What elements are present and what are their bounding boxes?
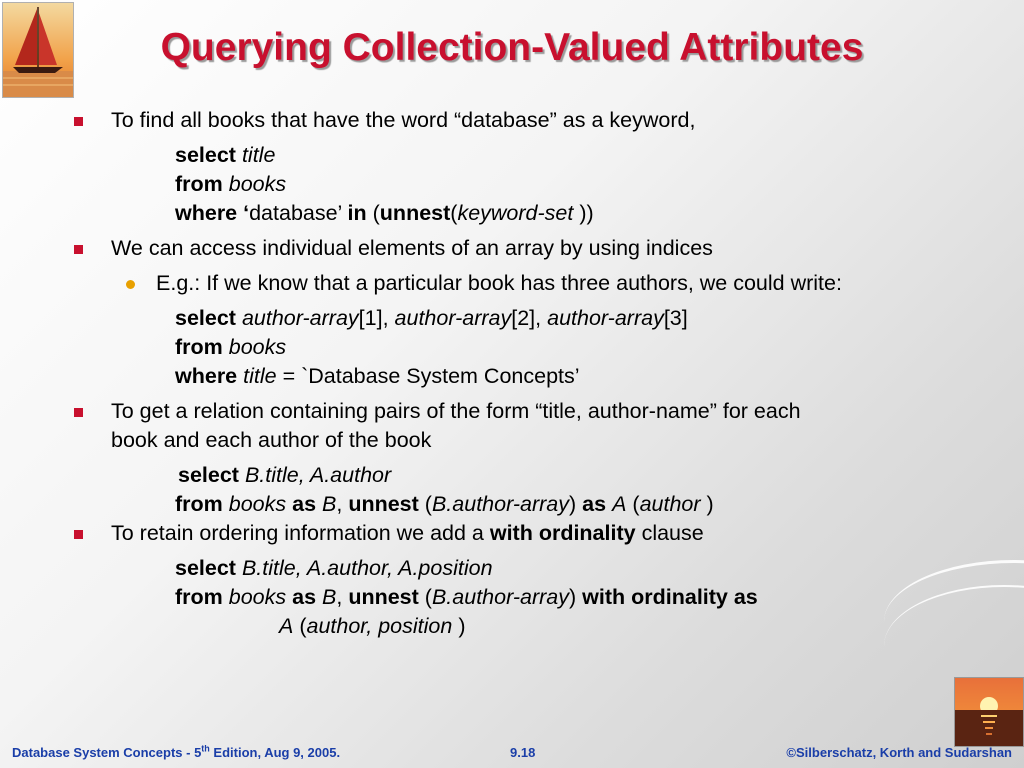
square-bullet-icon	[74, 245, 83, 254]
square-bullet-icon	[74, 408, 83, 417]
bullet-continuation: book and each author of the book	[111, 428, 432, 452]
code-line: A (author, position )	[279, 614, 466, 638]
code-line: where title = `Database System Concepts’	[175, 364, 580, 388]
code-line: from books	[175, 335, 287, 359]
code-line: where ‘database’ in (unnest(keyword-set ))	[175, 201, 594, 225]
bullet-item: To find all books that have the word “database” as a keyword,	[74, 106, 994, 135]
page-title: Querying Collection-Valued Attributes	[160, 26, 864, 69]
square-bullet-icon	[74, 117, 83, 126]
code-line: select author-array[1], author-array[2], author-array[3]	[175, 306, 688, 330]
code-line: from books as B, unnest (B.author-array) with ordinality as	[175, 585, 758, 609]
round-bullet-icon	[126, 280, 135, 289]
square-bullet-icon	[74, 530, 83, 539]
sub-bullet-item: E.g.: If we know that a particular book has three authors, we could write:	[74, 269, 994, 298]
slide-footer	[0, 745, 1024, 765]
footer-copyright: ©Silberschatz, Korth and Sudarshan	[786, 745, 1012, 760]
code-line: select B.title, A.author	[178, 463, 392, 487]
sunset-sea-image	[954, 677, 1024, 747]
slide-number: 9.18	[510, 745, 536, 760]
code-line: from books	[175, 172, 287, 196]
code-line: select title	[175, 143, 276, 167]
bullet-item: To get a relation containing pairs of the form “title, author-name” for each	[74, 397, 994, 426]
code-line: select B.title, A.author, A.position	[175, 556, 493, 580]
footer-book-title: Database System Concepts - 5th Edition, Aug 9, 2005.	[12, 743, 341, 760]
bullet-item: We can access individual elements of an array by using indices	[74, 234, 994, 263]
bullet-item: To retain ordering information we add a with ordinality clause	[74, 519, 994, 548]
slide-content	[74, 106, 994, 641]
code-line: from books as B, unnest (B.author-array) as A (author )	[175, 492, 714, 516]
